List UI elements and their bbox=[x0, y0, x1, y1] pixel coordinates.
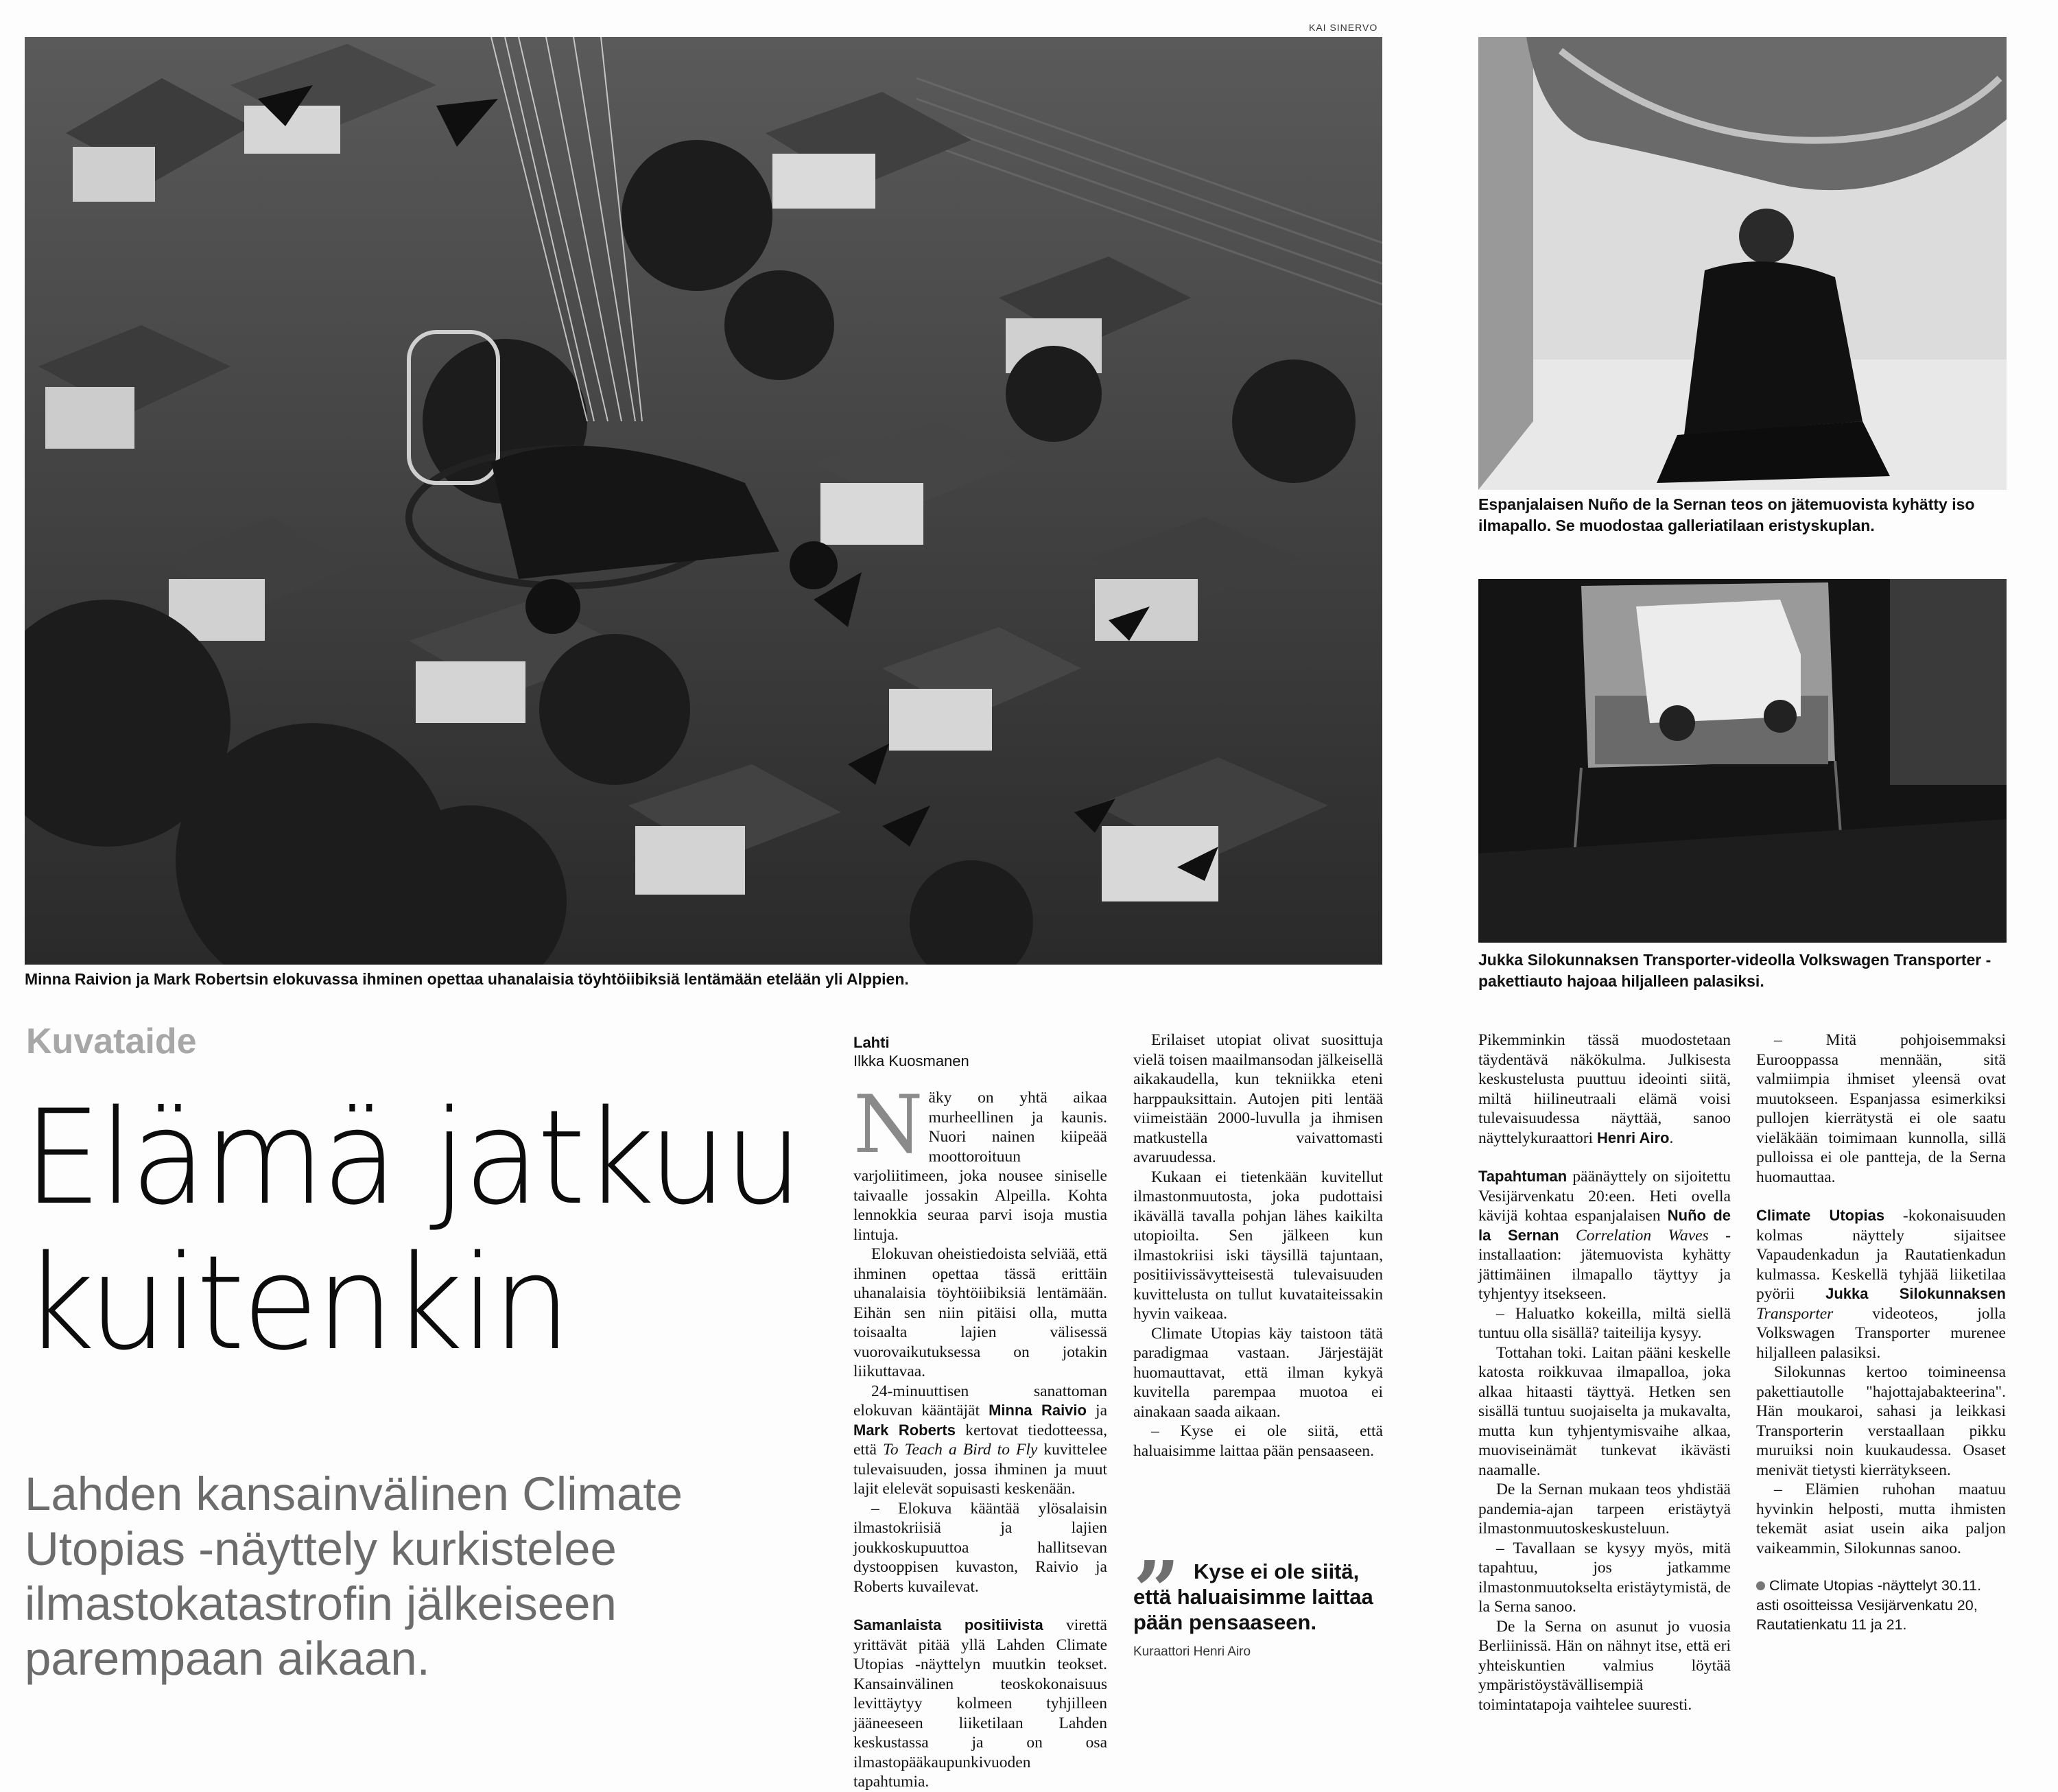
byline bbox=[853, 1033, 1107, 1070]
headline-line-1: Elämä jatkuu bbox=[23, 1082, 801, 1234]
article-column-3 bbox=[1478, 1030, 1731, 1714]
body-paragraph: Samanlaista positiivista virettä yrittävät pitää yllä Lahden Climate Utopias -näyttelyn muutkin teokset. Kansainvälinen teoskokonaisuus levittäytyy kolmeen tyhjilleen jääneeseen liiketilaan Lahden keskustassa ja on osa ilmastopääkaupunkivuoden tapahtumia. bbox=[853, 1616, 1107, 1791]
pull-quote-source: Kuraattori Henri Airo bbox=[1133, 1644, 1251, 1659]
body-paragraph: De la Sernan mukaan teos yhdistää pandemia-ajan tarpeen eristäytyä ilmastonmuutoskeskusteluun. bbox=[1478, 1481, 1731, 1537]
main-photo-caption: Minna Raivion ja Mark Robertsin elokuvassa ihminen opettaa uhanalaisia töyhtöiibiksiä lentämään etelään yli Alppien. bbox=[25, 970, 909, 988]
top-right-photo bbox=[1478, 37, 2007, 490]
bullet-icon bbox=[1756, 1581, 1765, 1590]
article-column-2 bbox=[1133, 1030, 1383, 1461]
body-paragraph: Tapahtuman päänäyttely on sijoitettu Vesijärvenkatu 20:een. Heti ovella kävijä kohtaa espanjalaisen Nuño de la Sernan Correlation Waves -installaation: jätemuovista kyhätty jättimäinen ilmapallo täyttyy ja tyhjentyy itsekseen. bbox=[1478, 1168, 1731, 1303]
body-paragraph: – Elokuva kääntää ylösalaisin ilmastokriisiä ja lajien joukkoskupuuttoa hallitsevan dystooppisen kuvaston, Raivio ja Roberts kuvailevat. bbox=[853, 1499, 1107, 1596]
balloon-installation-image bbox=[1478, 37, 2007, 490]
info-box: Climate Utopias -näyttelyt 30.11. asti osoitteissa Vesijärvenkatu 20, Rautatienkatu 11 ja 21. bbox=[1756, 1577, 1982, 1633]
headline bbox=[23, 1082, 840, 1379]
body-paragraph: Erilaiset utopiat olivat suosittuja vielä toisen maailmansodan jälkeisellä aikakaudella, kun tekniikka eteni harppauksittain. Autojen piti lentää viimeistään 2000-luvulla ja ihmisen matkustella vaivattomasti avaruudessa. bbox=[1133, 1031, 1383, 1166]
pull-quote bbox=[1133, 1543, 1380, 1660]
body-paragraph: Kukaan ei tietenkään kuvitellut ilmastonmuutosta, joka pudottaisi ikävällä tavalla pohjan lähes kaikilta utopioilta. Sen jälkeen kun ilmastokriisi iski täysillä tajuntaan, positiivissävytteisestä tulevaisuuden kuvittelusta on tullut kuvataiteissakin hyvin vaikeaa. bbox=[1133, 1168, 1383, 1323]
body-paragraph: Elokuvan oheistiedoista selviää, että ihminen opettaa tässä erittäin uhanalaisia töyhtöiibiksiä lentämään. Eihän sen niin pitäisi olla, mutta toisaalta lajien välisessä vuorovaikutuksessa on jotakin liikuttavaa. bbox=[853, 1245, 1107, 1380]
drop-cap: N bbox=[853, 1078, 923, 1171]
body-paragraph: – Haluatko kokeilla, miltä siellä tuntuu olla sisällä? taiteilija kysyy. bbox=[1478, 1304, 1731, 1342]
quote-mark-icon: ” bbox=[1133, 1543, 1180, 1638]
paraglider-village-image bbox=[25, 37, 1382, 965]
top-right-caption: Espanjalaisen Nuño de la Sernan teos on jätemuovista kyhätty iso ilmapallo. Se muodostaa galleriatilaan eristyskuplan. bbox=[1478, 495, 1975, 534]
body-paragraph: Tottahan toki. Laitan pääni keskelle katosta roikkuvaa ilmapalloa, joka alkaa hitaasti täyttyä. Hetken sen sisällä tuntuu suojaiselta ja mukavalta, mutta kun tyhjentymisvaihe alkaa, muoviseinämät tunkevat ikävästi naamalle. bbox=[1478, 1343, 1731, 1479]
article-column-4 bbox=[1756, 1030, 2006, 1635]
bottom-right-photo bbox=[1478, 579, 2007, 943]
body-paragraph: Pikemminkin tässä muodostetaan täydentävä näkökulma. Julkisesta keskustelusta puuttuu ideointi siitä, miltä hiilineutraali elämä voisi tulevaisuudessa näyttää, sanoo näyttelykuraattori Henri Airo. bbox=[1478, 1031, 1731, 1147]
section-label: Kuvataide bbox=[26, 1022, 197, 1061]
byline-author: Ilkka Kuosmanen bbox=[853, 1052, 969, 1070]
body-paragraph: Climate Utopias -kokonaisuuden kolmas näyttely sijaitsee Vapaudenkadun ja Rautatienkadun kulmassa. Keskellä tyhjää liiketilaa pyörii Jukka Silokunnaksen Transporter videoteos, jolla Volkswagen Transporter murenee hiljalleen palasiksi. bbox=[1756, 1207, 2006, 1362]
main-photo bbox=[25, 37, 1382, 965]
transporter-video-image bbox=[1478, 579, 2007, 943]
body-paragraph: Silokunnas kertoo toimineensa pakettiautolle "hajottajabakteerina". Hän moukaroi, sahasi ja leikkasi Transporterin verstaallaan pikku muruiksi noin kuukaudessa. Osaset menivät tietysti kierrätykseen. bbox=[1756, 1363, 2006, 1479]
headline-line-2: kuitenkin bbox=[23, 1227, 569, 1379]
body-paragraph: Climate Utopias käy taistoon tätä paradigmaa vastaan. Järjestäjät huomauttavat, että ilman kykyä kuvitella parempaa muotoa ei ainakaan saada aikaan. bbox=[1133, 1324, 1383, 1421]
body-paragraph: – Kyse ei ole siitä, että haluaisimme laittaa pään pensaaseen. bbox=[1133, 1422, 1383, 1460]
body-paragraph: – Tavallaan se kysyy myös, mitä tapahtuu, jos jatkamme ilmastonmuutokselta eristäytymistä, de la Serna sanoo. bbox=[1478, 1539, 1731, 1616]
photo-credit: KAI SINERVO bbox=[1309, 22, 1378, 33]
bottom-right-caption: Jukka Silokunnaksen Transporter-videolla Volkswagen Transporter -pakettiauto hajoaa hiljalleen palasiksi. bbox=[1478, 951, 1991, 990]
body-paragraph: – Elämien ruhohan maatuu hyvinkin helposti, mutta ihmisten tekemät asiat usein aika paljon vaikeammin, Silokunnas sanoo. bbox=[1756, 1481, 2006, 1557]
article-column-1 bbox=[853, 1033, 1107, 1792]
pull-quote-text: Kyse ei ole siitä, että haluaisimme laittaa pään pensaaseen. bbox=[1133, 1559, 1373, 1634]
byline-city: Lahti bbox=[853, 1034, 890, 1051]
body-paragraph: 24-minuuttisen sanattoman elokuvan kääntäjät Minna Raivio ja Mark Roberts kertovat tiedotteessa, että To Teach a Bird to Fly kuvittelee tulevaisuuden, jossa ihminen ja muut lajit elelevät sopuisasti keskenään. bbox=[853, 1382, 1108, 1498]
body-paragraph: Näky on yhtä aikaa murheellinen ja kaunis. Nuori nainen kiipeää moottoroituun varjoliitimeen, joka nousee siniselle taivaalle jossakin Alpeilla. Kohta lennokkia seuraa parvi isoja mustia lintuja. bbox=[853, 1078, 1107, 1244]
body-paragraph: – Mitä pohjoisemmaksi Eurooppassa mennään, sitä valmiimpia ihmiset yleensä ovat muutokseen. Espanjassa esimerkiksi pullojen kierrätystä ei ole saatu vieläkään toimimaan kunnolla, sillä pulloissa ei ole pantteja, de la Serna huomauttaa. bbox=[1756, 1031, 2006, 1186]
body-paragraph: De la Serna on asunut jo vuosia Berliinissä. Hän on nähnyt itse, että eri yhteiskuntien valmius löytää ympäristöystävällisempiä toimintatapoja vaihtelee suuresti. bbox=[1478, 1617, 1731, 1714]
lead-paragraph: Lahden kansainvälinen Climate Utopias -näyttely kurkistelee ilmastokatastrofin jälkeiseen parempaan aikaan. bbox=[25, 1467, 683, 1685]
